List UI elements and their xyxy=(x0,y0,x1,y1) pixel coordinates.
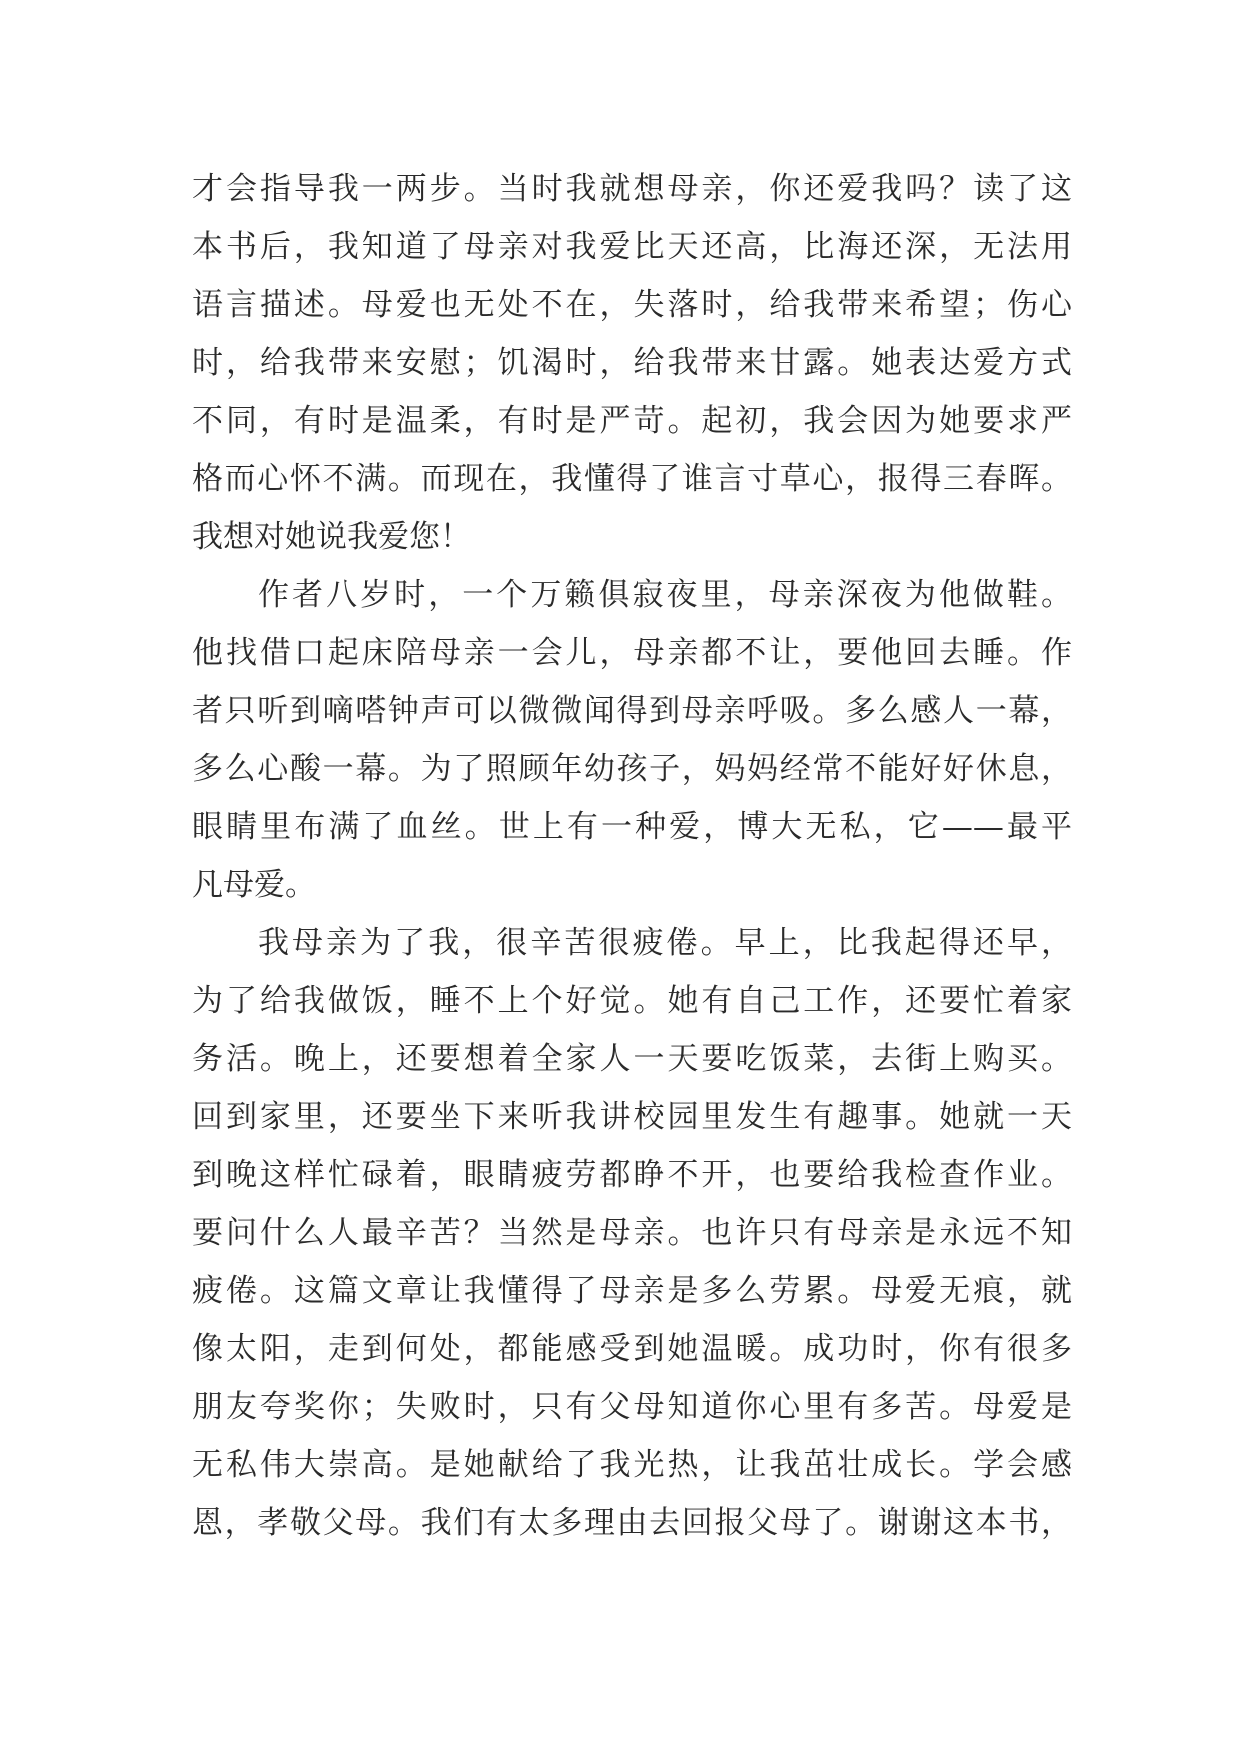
text-line: 疲倦。这篇文章让我懂得了母亲是多么劳累。母爱无痕，就 xyxy=(192,1273,1072,1309)
body-text xyxy=(192,160,1072,1552)
text-line: 我母亲为了我，很辛苦很疲倦。早上，比我起得还早， xyxy=(258,925,1072,961)
text-line: 像太阳，走到何处，都能感受到她温暖。成功时，你有很多 xyxy=(192,1331,1072,1367)
text-line: 朋友夸奖你；失败时，只有父母知道你心里有多苦。母爱是 xyxy=(192,1389,1072,1425)
text-line: 时，给我带来安慰；饥渴时，给我带来甘露。她表达爱方式 xyxy=(192,345,1072,381)
text-line: 要问什么人最辛苦？当然是母亲。也许只有母亲是永远不知 xyxy=(192,1215,1072,1251)
text-line: 语言描述。母爱也无处不在，失落时，给我带来希望；伤心 xyxy=(192,287,1072,323)
text-line: 不同，有时是温柔，有时是严苛。起初，我会因为她要求严 xyxy=(192,403,1072,439)
text-line: 者只听到嘀嗒钟声可以微微闻得到母亲呼吸。多么感人一幕， xyxy=(192,693,1072,729)
text-line: 我想对她说我爱您！ xyxy=(192,519,471,555)
text-line: 本书后，我知道了母亲对我爱比天还高，比海还深，无法用 xyxy=(192,229,1072,265)
text-line: 无私伟大崇高。是她献给了我光热，让我茁壮成长。学会感 xyxy=(192,1447,1072,1483)
text-line: 多么心酸一幕。为了照顾年幼孩子，妈妈经常不能好好休息， xyxy=(192,751,1072,787)
text-line: 格而心怀不满。而现在，我懂得了谁言寸草心，报得三春晖。 xyxy=(192,461,1072,497)
text-line: 务活。晚上，还要想着全家人一天要吃饭菜，去街上购买。 xyxy=(192,1041,1072,1077)
text-line: 到晚这样忙碌着，眼睛疲劳都睁不开，也要给我检查作业。 xyxy=(192,1157,1072,1193)
text-line: 回到家里，还要坐下来听我讲校园里发生有趣事。她就一天 xyxy=(192,1099,1072,1135)
text-line: 恩，孝敬父母。我们有太多理由去回报父母了。谢谢这本书， xyxy=(192,1505,1072,1541)
text-line: 眼睛里布满了血丝。世上有一种爱，博大无私，它——最平 xyxy=(192,809,1072,845)
text-line: 为了给我做饭，睡不上个好觉。她有自己工作，还要忙着家 xyxy=(192,983,1072,1019)
text-line: 他找借口起床陪母亲一会儿，母亲都不让，要他回去睡。作 xyxy=(192,635,1072,671)
text-line: 作者八岁时，一个万籁俱寂夜里，母亲深夜为他做鞋。 xyxy=(258,577,1072,613)
text-line: 才会指导我一两步。当时我就想母亲，你还爱我吗？读了这 xyxy=(192,171,1072,207)
text-line: 凡母爱。 xyxy=(192,867,316,903)
